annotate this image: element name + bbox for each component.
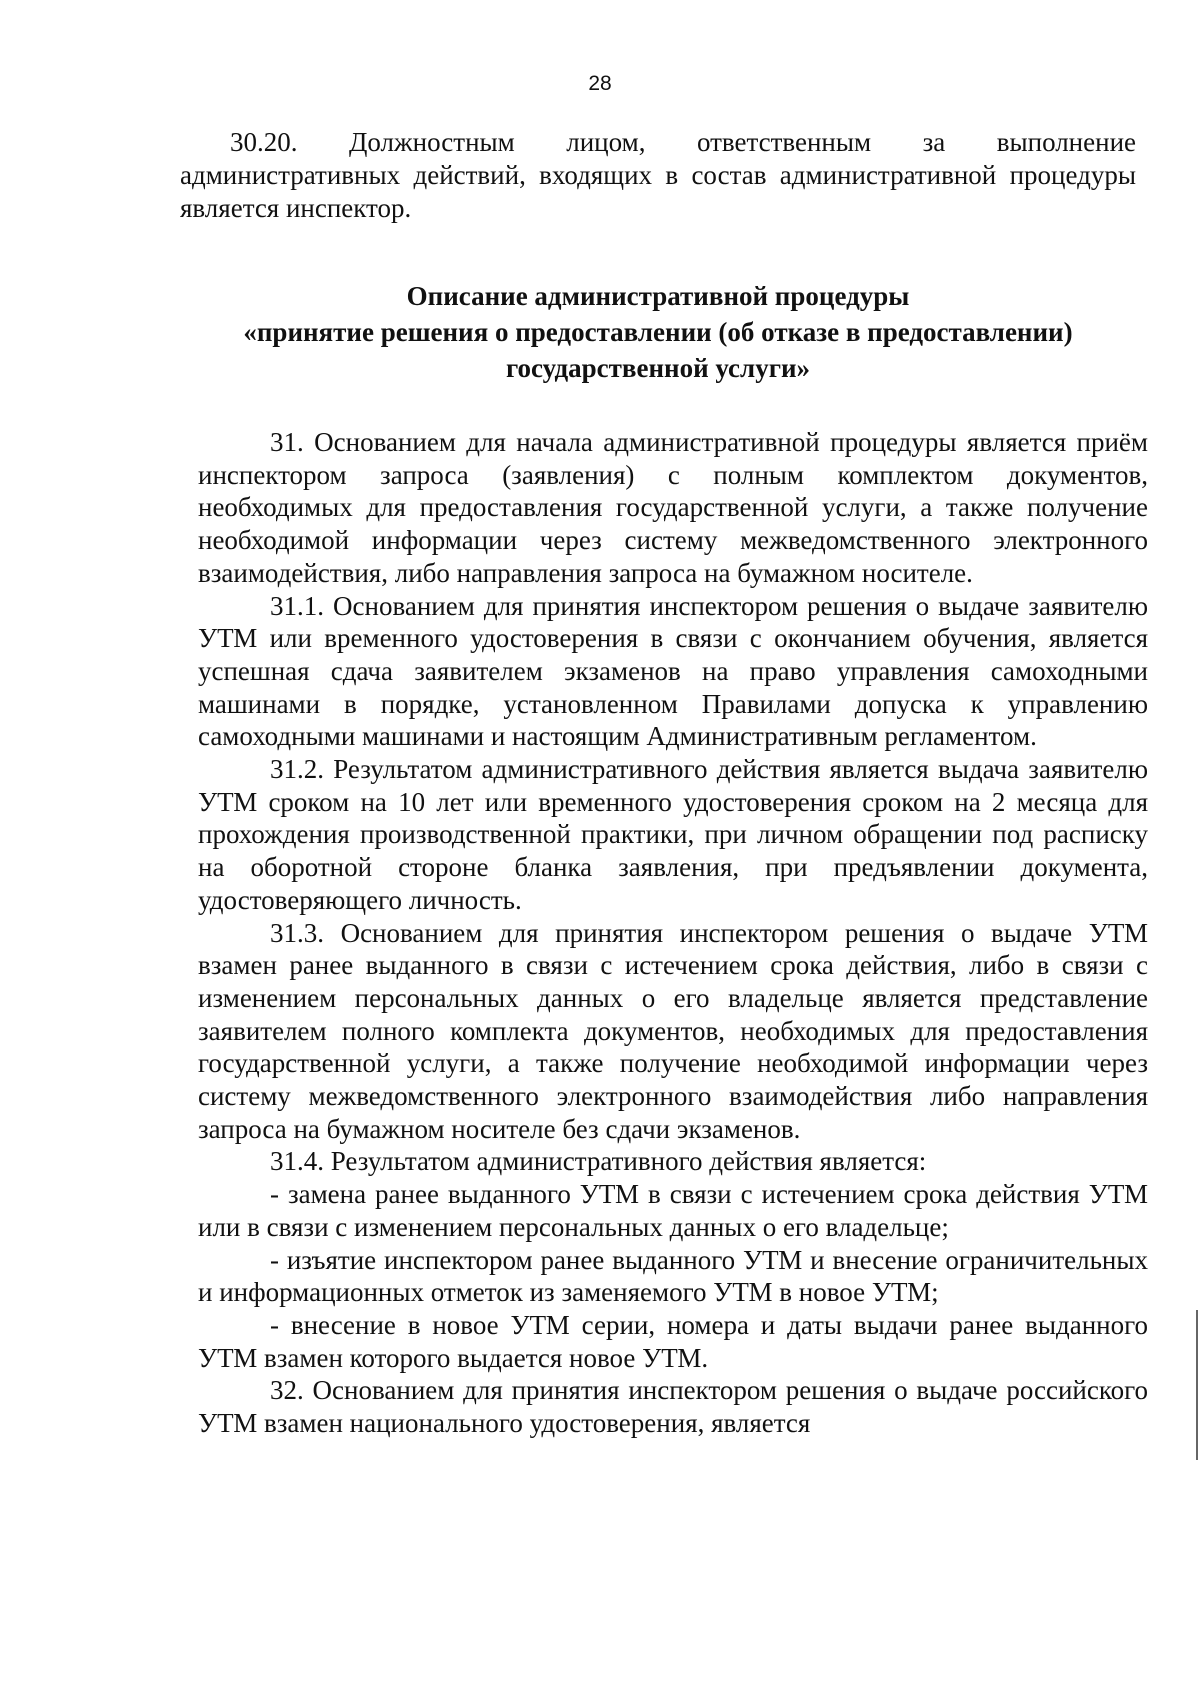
list-item-1: - замена ранее выданного УТМ в связи с истечением срока действия УТМ или в связи с изменением персональных данных о его владельце; (198, 1179, 1148, 1242)
heading-line-2: «принятие решения о предоставлении (об отказе в предоставлении) (243, 317, 1073, 347)
paragraph-31-2: 31.2. Результатом административного действия является выдача заявителю УТМ сроком на 10 лет или временного удостоверения сроком на 2 месяца для прохождения производственной практики, при личном обращении под расписку на оборотной стороне бланка заявления, при предъявлении документа, удостоверяющего личность. (198, 754, 1148, 915)
paragraph-31-4: 31.4. Результатом административного действия является: (270, 1146, 927, 1177)
paragraph-31: 31. Основанием для начала административной процедуры является приём инспектором запроса (заявления) с полным комплектом документов, необходимых для предоставления государственной услуги, а также получение необходимой информации через систему межведомственного электронного взаимодействия, либо направления запроса на бумажном носителе. (198, 427, 1148, 588)
page-number: 28 (588, 72, 612, 95)
list-item-3: - внесение в новое УТМ серии, номера и даты выдачи ранее выданного УТМ взамен которого выдается новое УТМ. (198, 1309, 1148, 1373)
paragraph-31-3: 31.3. Основанием для принятия инспектором решения о выдаче УТМ взамен ранее выданного в связи с истечением срока действия, либо в связи с изменением персональных данных о его владельце является представление заявителем полного комплекта документов, необходимых для предоставления государственной услуги, а также получение необходимой информации через систему межведомственного электронного взаимодействия либо направления запроса на бумажном носителе без сдачи экзаменов. (198, 917, 1148, 1144)
section-heading (180, 278, 1136, 386)
heading-line-3: государственной услуги» (505, 353, 811, 383)
document-body (198, 426, 1148, 1440)
list-item-2: - изъятие инспектором ранее выданного УТМ и внесение ограничительных и информационных отметок из заменяемого УТМ в новое УТМ; (198, 1244, 1148, 1308)
scan-edge-mark (1196, 1310, 1198, 1460)
paragraph-32: 32. Основанием для принятия инспектором решения о выдаче российского УТМ взамен национального удостоверения, является (198, 1375, 1148, 1439)
paragraph-31-1: 31.1. Основанием для принятия инспектором решения о выдаче заявителю УТМ или временного удостоверения в связи с окончанием обучения, является успешная сдача заявителем экзаменов на право управления самоходными машинами в порядке, установленном Правилами допуска к управлению самоходными машинами и настоящим Административным регламентом. (198, 590, 1148, 752)
heading-line-1: Описание административной процедуры (406, 281, 910, 311)
paragraph-30-20: 30.20. Должностным лицом, ответственным за выполнение административных действий, входящих в состав административной процедуры является инспектор. (180, 127, 1136, 223)
